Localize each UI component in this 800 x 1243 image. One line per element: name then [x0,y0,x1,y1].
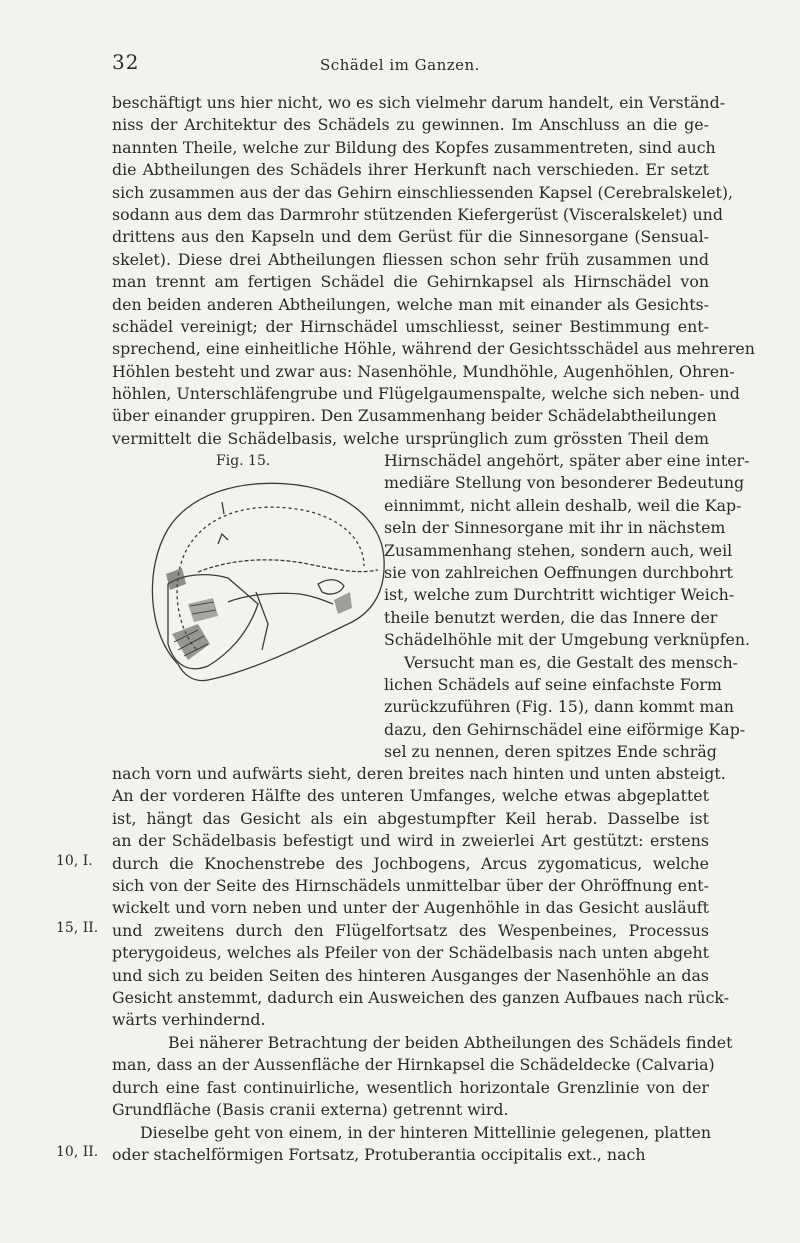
text-line: mediäre Stellung von besonderer Bedeutung [384,473,745,493]
text-line: und sich zu beiden Seiten des hinteren Ausganges der Nasenhöhle an das [112,965,709,985]
figure-wrap-text [384,450,751,763]
jaw-shading [172,624,210,660]
running-head: Schädel im Ganzen. [320,56,480,74]
text-line: den beiden anderen Abtheilungen, welche man mit einander als Gesichts- [112,294,709,314]
paragraph-4 [112,1122,709,1167]
text-line: sich zusammen aus der das Gehirn einschliessenden Kapsel (Cerebralskelet), [112,182,734,202]
text-line: sodann aus dem das Darmrohr stützenden Kiefergerüst (Visceralskelet) und [112,204,723,224]
text-line: vermittelt die Schädelbasis, welche ursprünglich zum grössten Theil dem [112,428,709,448]
text-line: pterygoideus, welches als Pfeiler von der Schädelbasis nach unten abgeht [112,943,709,963]
text-line: ist, hängt das Gesicht als ein abgestumpfter Keil herab. Dasselbe ist [112,808,709,828]
text-line: sel zu nennen, deren spitzes Ende schräg [384,742,717,762]
text-line: Schädelhöhle mit der Umgebung verknüpfen. [384,630,751,650]
text-line: Grundfläche (Basis cranii externa) getrennt wird. [112,1100,509,1120]
paragraph-3 [112,1032,733,1122]
text-line: sich von der Seite des Hirnschädels unmittelbar über der Ohröffnung ent- [112,875,709,895]
text-line: einnimmt, nicht allein deshalb, weil die Kap- [384,495,742,515]
inner-contour [177,507,364,649]
zygomatic-arch [228,593,333,604]
text-line: Dieselbe geht von einem, in der hinteren Mittellinie gelegenen, platten [140,1123,711,1142]
text-line: sie von zahlreichen Oeffnungen durchbohrt [384,562,733,582]
text-line: über einander gruppiren. Den Zusammenhang beider Schädelabtheilungen [112,406,717,426]
text-line: Hirnschädel angehört, später aber eine inter- [384,451,750,470]
mastoid-shading [334,592,352,614]
text-line: ist, welche zum Durchtritt wichtiger Weich- [384,585,735,605]
text-line: drittens aus den Kapseln und dem Gerüst für die Sinnesorgane (Sensual- [112,227,709,247]
text-line: an der Schädelbasis befestigt und wird in zweierlei Art gestützt: erstens [112,831,709,851]
margin-reference: 10, II. [56,1144,99,1160]
text-line: beschäftigt uns hier nicht, wo es sich vielmehr darum handelt, ein Verständ- [112,93,726,112]
text-line: nach vorn und aufwärts sieht, deren breites nach hinten und unten absteigt. [112,764,726,783]
text-line: skelet). Diese drei Abtheilungen fliessen schon sehr früh zusammen und [112,249,709,269]
margin-reference: 15, II. [56,920,99,936]
text-line: Höhlen besteht und zwar aus: Nasenhöhle, Mundhöhle, Augenhöhlen, Ohren- [112,361,735,381]
maxilla-shading [188,598,218,622]
orbit-shading [166,568,186,590]
text-line: schädel vereinigt; der Hirnschädel umschliesst, seiner Bestimmung ent- [112,316,709,336]
text-line: Versucht man es, die Gestalt des mensch- [404,652,738,672]
text-line: man trennt am fertigen Schädel die Gehirnkapsel als Hirnschädel von [112,272,709,292]
text-line: Gesicht anstemmt, dadurch ein Ausweichen des ganzen Aufbaues nach rück- [112,987,730,1007]
text-line: seln der Sinnesorgane mit ihr in nächstem [384,518,726,538]
text-line: höhlen, Unterschläfengrube und Flügelgaumenspalte, welche sich neben- und [112,384,740,404]
skull-base-line [198,560,378,572]
page-number: 32 [112,50,140,74]
paragraph-2 [112,763,730,1032]
text-line: man, dass an der Aussenfläche der Hirnkapsel die Schädeldecke (Calvaria) [112,1055,715,1075]
text-line: sprechend, eine einheitliche Höhle, während der Gesichtsschädel aus mehreren [112,339,755,359]
text-line: wickelt und vorn neben und unter der Augenhöhle in das Gesicht ausläuft [112,898,709,918]
text-line: wärts verhindernd. [112,1010,266,1030]
text-line: niss der Architektur des Schädels zu gewinnen. Im Anschluss an die ge- [112,115,709,135]
text-line: Zusammenhang stehen, sondern auch, weil [384,540,733,560]
text-line: die Abtheilungen des Schädels ihrer Herkunft nach verschieden. Er setzt [112,160,709,180]
text-line: Bei näherer Betrachtung der beiden Abtheilungen des Schädels findet [168,1033,733,1052]
skull-diagram [138,474,390,686]
text-line: durch eine fast continuirliche, wesentlich horizontale Grenzlinie von der [112,1077,709,1097]
text-line: theile benutzt werden, die das Innere der [384,607,718,627]
text-line: durch die Knochenstrebe des Jochbogens, Arcus zygomaticus, welche [112,853,709,873]
margin-reference: 10, I. [56,853,93,869]
text-line: dazu, den Gehirnschädel eine eiförmige Kap- [384,719,746,739]
text-line: und zweitens durch den Flügelfortsatz des Wespenbeines, Processus [112,920,709,940]
text-line: zurückzuführen (Fig. 15), dann kommt man [384,697,734,717]
figure-label: Fig. 15. [216,453,271,469]
text-line: nannten Theile, welche zur Bildung des Kopfes zusammentreten, sind auch [112,137,716,157]
text-line: lichen Schädels auf seine einfachste Form [384,674,722,694]
text-line: An der vorderen Hälfte des unteren Umfanges, welche etwas abgeplattet [112,786,709,806]
text-line: oder stachelförmigen Fortsatz, Protuberantia occipitalis ext., nach [112,1145,646,1165]
pterygoid-process [256,592,268,650]
paragraph-1 [112,92,755,450]
